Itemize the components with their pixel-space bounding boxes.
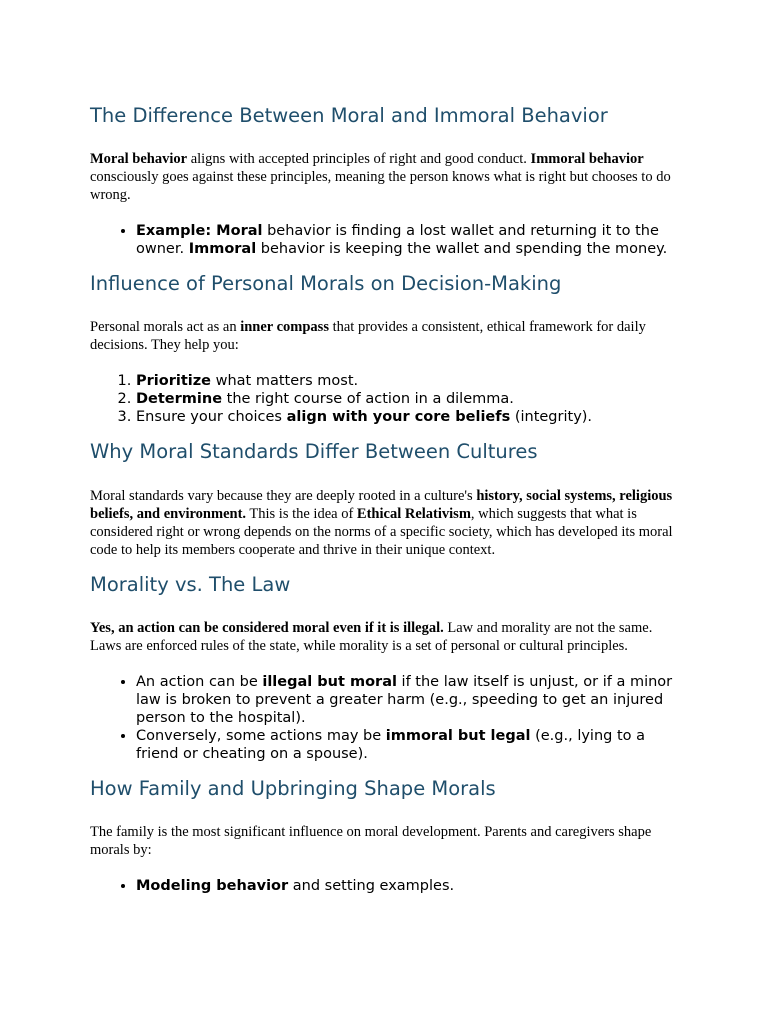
text-run: Ensure your choices <box>136 409 287 425</box>
bold-text: Modeling behavior <box>136 878 289 894</box>
text-run: , which suggests that what is considered right or wrong depends on the norms of a specific society, which has developed its moral code to help its members cooperate and thrive in their unique context. <box>90 506 673 558</box>
bullet-list-law-examples <box>90 673 686 763</box>
bold-text: illegal but moral <box>262 674 397 690</box>
bold-text: history, social systems, religious beliefs, and environment. <box>90 488 673 522</box>
text-run: what matters most. <box>211 373 359 389</box>
text-run: (e.g., lying to a friend or cheating on a spouse). <box>136 728 646 762</box>
text-run: that provides a consistent, ethical framework for daily decisions. They help you: <box>90 319 646 353</box>
section-heading-moral-vs-immoral: The Difference Between Moral and Immoral Behavior <box>90 104 608 127</box>
section-heading-morality-vs-law: Morality vs. The Law <box>90 573 291 596</box>
list-item <box>136 877 686 895</box>
paragraph-ethical-relativism <box>90 487 686 559</box>
text-run: The family is the most significant influence on moral development. Parents and caregivers shape morals by: <box>90 824 652 858</box>
list-item <box>136 673 686 727</box>
text-run: Law and morality are not the same. Laws are enforced rules of the state, while morality is a set of personal or cultural principles. <box>90 620 653 654</box>
list-item <box>136 372 686 390</box>
bullet-list-example <box>90 222 686 258</box>
section-heading-family-upbringing: How Family and Upbringing Shape Morals <box>90 777 496 800</box>
list-item <box>136 222 686 258</box>
text-run: This is the idea of <box>246 506 357 522</box>
text-run: if the law itself is unjust, or if a minor law is broken to prevent a greater harm (e.g., speeding to get an injured person to the hospital). <box>136 674 673 726</box>
bold-text: Yes, an action can be considered moral even if it is illegal. <box>90 620 444 636</box>
list-item <box>136 408 686 426</box>
bold-text: align with your core beliefs <box>286 409 511 425</box>
text-run: aligns with accepted principles of right and good conduct. <box>187 151 531 167</box>
text-run: Moral standards vary because they are deeply rooted in a culture's <box>90 488 477 504</box>
bold-text: immoral but legal <box>385 728 531 744</box>
section-heading-personal-morals: Influence of Personal Morals on Decision-Making <box>90 272 562 295</box>
bold-text: Prioritize <box>136 373 212 389</box>
text-run: behavior is finding a lost wallet and returning it to the owner. <box>136 223 659 257</box>
document-body <box>90 100 686 895</box>
paragraph-moral-definition <box>90 150 686 204</box>
bold-text: inner compass <box>240 319 329 335</box>
text-run: behavior is keeping the wallet and spending the money. <box>256 241 668 257</box>
bold-text: Example: Moral <box>136 223 263 239</box>
numbered-list-benefits <box>90 372 686 426</box>
bold-text: Moral behavior <box>90 151 188 167</box>
text-run: An action can be <box>136 674 263 690</box>
text-run: consciously goes against these principles, meaning the person knows what is right but chooses to do wrong. <box>90 169 671 203</box>
text-run: the right course of action in a dilemma. <box>222 391 514 407</box>
paragraph-family-influence <box>90 823 686 859</box>
list-item <box>136 390 686 408</box>
section-heading-cultural-differences: Why Moral Standards Differ Between Cultures <box>90 440 538 463</box>
list-item <box>136 727 686 763</box>
bullet-list-family <box>90 877 686 895</box>
bold-text: Immoral <box>188 241 257 257</box>
bold-text: Determine <box>136 391 223 407</box>
bold-text: Immoral behavior <box>530 151 644 167</box>
text-run: Conversely, some actions may be <box>136 728 386 744</box>
text-run: (integrity). <box>510 409 593 425</box>
paragraph-law-and-morality <box>90 619 686 655</box>
paragraph-inner-compass <box>90 318 686 354</box>
text-run: Personal morals act as an <box>90 319 241 335</box>
bold-text: Ethical Relativism <box>356 506 471 522</box>
text-run: and setting examples. <box>288 878 455 894</box>
